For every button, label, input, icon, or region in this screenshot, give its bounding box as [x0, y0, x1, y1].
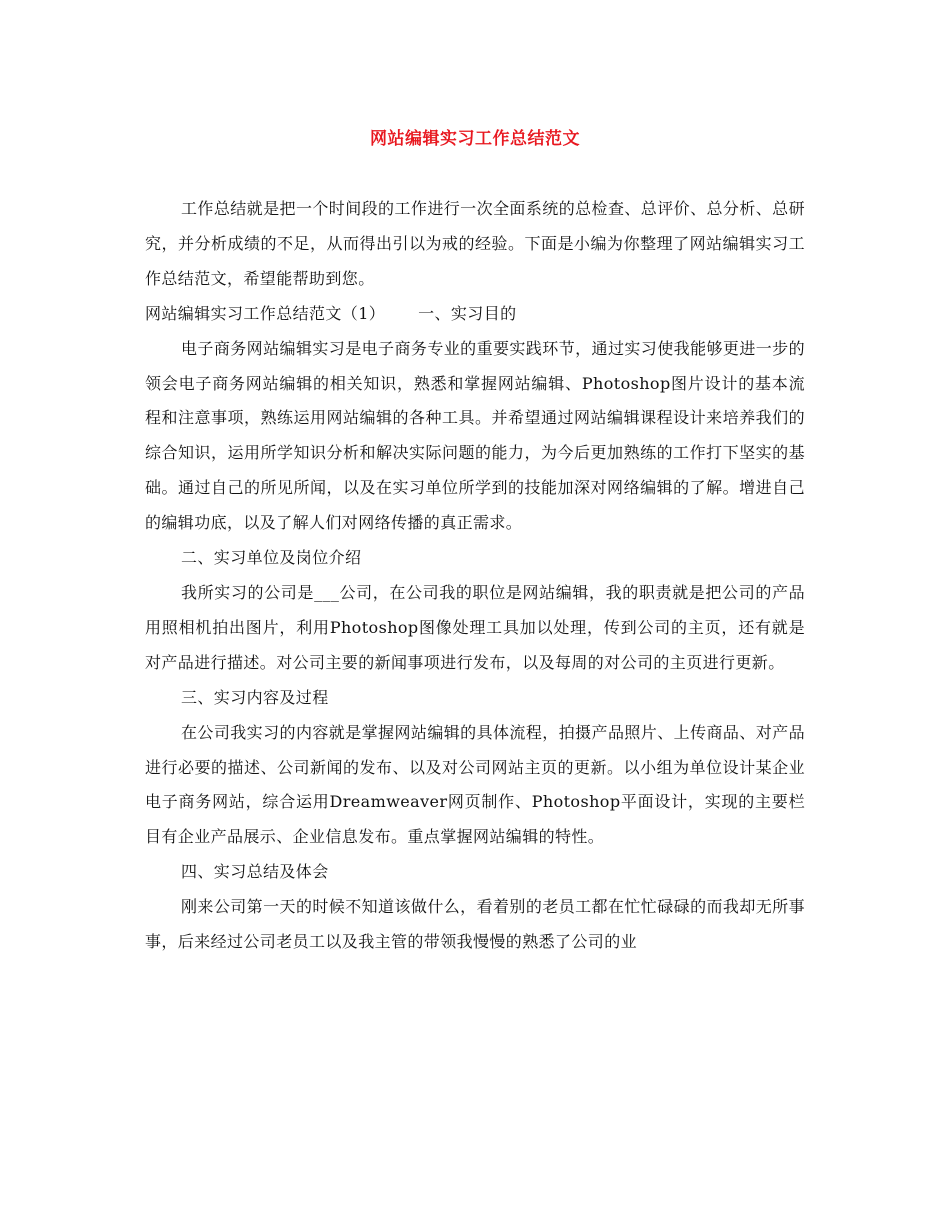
paragraph-intro: 工作总结就是把一个时间段的工作进行一次全面系统的总检查、总评价、总分析、总研究，并分析成绩的不足，从而得出引以为戒的经验。下面是小编为你整理了网站编辑实习工作总结范文，希望能帮助到您。: [145, 199, 805, 288]
paragraph-summary: 刚来公司第一天的时候不知道该做什么，看着别的老员工都在忙忙碌碌的而我却无所事事，后来经过公司老员工以及我主管的带领我慢慢的熟悉了公司的业: [145, 897, 805, 952]
section-heading-summary: 四、实习总结及体会: [181, 862, 329, 882]
document-title: 网站编辑实习工作总结范文: [370, 129, 580, 149]
paragraph-purpose: 电子商务网站编辑实习是电子商务专业的重要实践环节，通过实习使我能够更进一步的领会电子商务网站编辑的相关知识，熟悉和掌握网站编辑、Photoshop图片设计的基本流程和注意事项，熟练运用网站编辑的各种工具。并希望通过网站编辑课程设计来培养我们的综合知识，运用所学知识分析和解决实际问题的能力，为今后更加熟练的工作打下坚实的基础。通过自己的所见所闻，以及在实习单位所学到的技能加深对网络编辑的了解。增进自己的编辑功底，以及了解人们对网络传播的真正需求。: [145, 338, 805, 533]
section-heading-purpose: 网站编辑实习工作总结范文（1） 一、实习目的: [145, 303, 517, 323]
paragraph-content: 在公司我实习的内容就是掌握网站编辑的具体流程，拍摄产品照片、上传商品、对产品进行必要的描述、公司新闻的发布、以及对公司网站主页的更新。以小组为单位设计某企业电子商务网站，综合运用Dreamweaver网页制作、Photoshop平面设计，实现的主要栏目有企业产品展示、企业信息发布。重点掌握网站编辑的特性。: [145, 722, 805, 847]
paragraph-company: 我所实习的公司是___公司，在公司我的职位是网站编辑，我的职责就是把公司的产品用照相机拍出图片，利用Photoshop图像处理工具加以处理，传到公司的主页，还有就是对产品进行描述。对公司主要的新闻事项进行发布，以及每周的对公司的主页进行更新。: [145, 582, 805, 672]
section-heading-content: 三、实习内容及过程: [181, 687, 329, 707]
section-heading-company: 二、实习单位及岗位介绍: [181, 548, 362, 568]
document-body: [145, 192, 805, 960]
